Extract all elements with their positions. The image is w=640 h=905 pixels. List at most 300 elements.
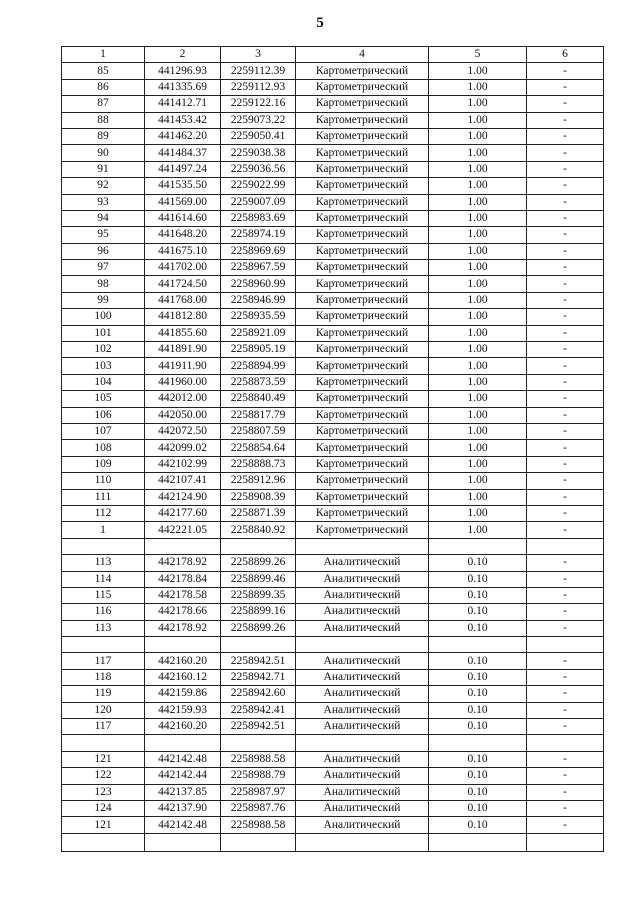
table-cell: 2258967.59 [221, 260, 296, 276]
table-body [62, 63, 604, 851]
table-cell: 442160.20 [145, 653, 221, 669]
table-cell: 2258935.59 [221, 309, 296, 325]
table-cell [429, 538, 527, 554]
table-cell: Аналитический [296, 751, 429, 767]
table-cell: - [527, 653, 604, 669]
table-cell: Аналитический [296, 686, 429, 702]
table-cell: - [527, 325, 604, 341]
table-cell: 442072.50 [145, 423, 221, 439]
table-cell [296, 833, 429, 851]
table-cell: 0.10 [429, 555, 527, 571]
table-cell: 442142.44 [145, 768, 221, 784]
table-row [62, 309, 604, 325]
table-row [62, 423, 604, 439]
table-row [62, 489, 604, 505]
table-cell [429, 637, 527, 653]
table-cell: 2258987.76 [221, 800, 296, 816]
table-cell [429, 833, 527, 851]
table-cell: - [527, 604, 604, 620]
table-cell: Картометрический [296, 407, 429, 423]
table-cell: - [527, 505, 604, 521]
table-cell [429, 735, 527, 751]
table-cell: 2258854.64 [221, 440, 296, 456]
table-cell: 1.00 [429, 145, 527, 161]
table-row [62, 456, 604, 472]
table-cell: - [527, 719, 604, 735]
table-cell: Картометрический [296, 145, 429, 161]
table-cell: 108 [62, 440, 145, 456]
table-cell: 441768.00 [145, 292, 221, 308]
table-cell: 0.10 [429, 784, 527, 800]
header-cell: 4 [296, 47, 429, 63]
table-cell: 0.10 [429, 719, 527, 735]
table-cell: Картометрический [296, 227, 429, 243]
table-cell: Аналитический [296, 587, 429, 603]
table-cell: 90 [62, 145, 145, 161]
table-cell: 100 [62, 309, 145, 325]
table-cell: 2258899.26 [221, 620, 296, 636]
table-cell: 442142.48 [145, 751, 221, 767]
table-cell: 442178.58 [145, 587, 221, 603]
table-cell [296, 637, 429, 653]
table-cell: 86 [62, 79, 145, 95]
table-row [62, 194, 604, 210]
header-cell: 3 [221, 47, 296, 63]
table-cell: - [527, 276, 604, 292]
table-cell: 442142.48 [145, 817, 221, 833]
table-cell: - [527, 489, 604, 505]
table-cell: 103 [62, 358, 145, 374]
table-cell: 442102.99 [145, 456, 221, 472]
header-cell: 2 [145, 47, 221, 63]
table-cell: Картометрический [296, 276, 429, 292]
table-cell [527, 538, 604, 554]
table-cell: 2258888.73 [221, 456, 296, 472]
table-cell: 1.00 [429, 391, 527, 407]
table-row [62, 702, 604, 718]
table-cell: 1.00 [429, 292, 527, 308]
table-cell: - [527, 817, 604, 833]
table-cell: 442221.05 [145, 522, 221, 538]
table-cell [527, 735, 604, 751]
table-cell: Аналитический [296, 719, 429, 735]
table-cell: 2258983.69 [221, 210, 296, 226]
table-cell: 102 [62, 342, 145, 358]
table-cell: Картометрический [296, 79, 429, 95]
table-cell: 1.00 [429, 423, 527, 439]
table-cell: - [527, 260, 604, 276]
table-header [62, 47, 604, 63]
table-cell: 113 [62, 555, 145, 571]
table-cell: - [527, 112, 604, 128]
table-cell: 442124.90 [145, 489, 221, 505]
table-cell: 2258942.71 [221, 669, 296, 685]
table-cell: 441462.20 [145, 128, 221, 144]
table-row [62, 145, 604, 161]
table-cell: 116 [62, 604, 145, 620]
table-row [62, 128, 604, 144]
table-cell: - [527, 145, 604, 161]
table-cell: Аналитический [296, 768, 429, 784]
table-cell: Аналитический [296, 702, 429, 718]
table-cell [221, 735, 296, 751]
table-cell: - [527, 620, 604, 636]
table-row [62, 784, 604, 800]
table-cell: 2259112.39 [221, 63, 296, 79]
table-cell: - [527, 243, 604, 259]
table-row [62, 178, 604, 194]
table-cell: 2258942.41 [221, 702, 296, 718]
table-cell: 0.10 [429, 669, 527, 685]
table-cell: 0.10 [429, 800, 527, 816]
table-cell: - [527, 210, 604, 226]
table-cell: Картометрический [296, 260, 429, 276]
table-cell [296, 735, 429, 751]
blank-separator-row [62, 637, 604, 653]
table-cell: Картометрический [296, 178, 429, 194]
table-cell: 441812.80 [145, 309, 221, 325]
table-cell: 2258908.39 [221, 489, 296, 505]
table-cell: 442137.90 [145, 800, 221, 816]
table-cell: 441648.20 [145, 227, 221, 243]
table-cell: - [527, 79, 604, 95]
table-row [62, 800, 604, 816]
table-cell: 106 [62, 407, 145, 423]
table-cell: 85 [62, 63, 145, 79]
table-cell: 441296.93 [145, 63, 221, 79]
table-cell: - [527, 374, 604, 390]
table-cell: 2259073.22 [221, 112, 296, 128]
table-cell: Картометрический [296, 374, 429, 390]
table-cell: 113 [62, 620, 145, 636]
table-cell: 0.10 [429, 702, 527, 718]
table-cell [145, 833, 221, 851]
table-cell: 121 [62, 751, 145, 767]
table-cell: 98 [62, 276, 145, 292]
table-cell: Картометрический [296, 161, 429, 177]
table-cell [62, 637, 145, 653]
table-cell: 2259050.41 [221, 128, 296, 144]
table-row [62, 407, 604, 423]
table-cell: 104 [62, 374, 145, 390]
table-cell: 2259036.56 [221, 161, 296, 177]
table-row [62, 751, 604, 767]
table-row [62, 473, 604, 489]
table-cell: - [527, 571, 604, 587]
table-cell: Картометрический [296, 456, 429, 472]
table-cell: 2258873.59 [221, 374, 296, 390]
table-row [62, 243, 604, 259]
table-cell: 442159.93 [145, 702, 221, 718]
table-cell: 2258942.60 [221, 686, 296, 702]
table-cell: 2258974.19 [221, 227, 296, 243]
table-cell: 2258905.19 [221, 342, 296, 358]
blank-separator-row [62, 833, 604, 851]
table-cell: - [527, 522, 604, 538]
table-cell: - [527, 227, 604, 243]
table-cell: 2258899.16 [221, 604, 296, 620]
table-row [62, 768, 604, 784]
table-cell: 89 [62, 128, 145, 144]
table-cell: 107 [62, 423, 145, 439]
table-cell: 123 [62, 784, 145, 800]
table-cell: 97 [62, 260, 145, 276]
table-cell: 441412.71 [145, 96, 221, 112]
table-cell: 441497.24 [145, 161, 221, 177]
table-row [62, 522, 604, 538]
table-cell: - [527, 292, 604, 308]
table-cell: 1.00 [429, 63, 527, 79]
table-cell: 1.00 [429, 210, 527, 226]
table-cell: - [527, 178, 604, 194]
table-cell: - [527, 194, 604, 210]
table-cell: 441891.90 [145, 342, 221, 358]
table-cell: 2258946.99 [221, 292, 296, 308]
table-row [62, 161, 604, 177]
table-cell: - [527, 784, 604, 800]
table-cell: - [527, 768, 604, 784]
table-cell [62, 735, 145, 751]
table-cell: 441569.00 [145, 194, 221, 210]
table-row [62, 276, 604, 292]
table-cell: Картометрический [296, 342, 429, 358]
table-cell: Аналитический [296, 817, 429, 833]
table-cell: 1.00 [429, 440, 527, 456]
table-cell: 1.00 [429, 342, 527, 358]
table-cell: 0.10 [429, 571, 527, 587]
table-cell: 120 [62, 702, 145, 718]
table-cell: 1.00 [429, 96, 527, 112]
table-cell: 1.00 [429, 79, 527, 95]
header-cell: 1 [62, 47, 145, 63]
table-cell: 109 [62, 456, 145, 472]
table-cell: 442177.60 [145, 505, 221, 521]
table-cell: Картометрический [296, 489, 429, 505]
table-cell: 442107.41 [145, 473, 221, 489]
table-cell: 124 [62, 800, 145, 816]
table-cell: - [527, 358, 604, 374]
table-row [62, 669, 604, 685]
table-cell: Картометрический [296, 210, 429, 226]
table-cell: 1.00 [429, 456, 527, 472]
table-cell: 2258840.49 [221, 391, 296, 407]
table-cell: 441675.10 [145, 243, 221, 259]
table-cell: 1.00 [429, 374, 527, 390]
table-cell [62, 833, 145, 851]
table-cell: 442160.12 [145, 669, 221, 685]
table-cell: - [527, 686, 604, 702]
table-cell: 94 [62, 210, 145, 226]
table-cell: 115 [62, 587, 145, 603]
table-cell: 1.00 [429, 276, 527, 292]
table-cell: Аналитический [296, 604, 429, 620]
table-cell: 442012.00 [145, 391, 221, 407]
table-cell: 441911.90 [145, 358, 221, 374]
table-cell: 96 [62, 243, 145, 259]
table-row [62, 555, 604, 571]
table-row [62, 227, 604, 243]
header-row [62, 47, 604, 63]
table-cell: - [527, 407, 604, 423]
table-cell: 117 [62, 719, 145, 735]
table-cell: Аналитический [296, 555, 429, 571]
table-row [62, 96, 604, 112]
table-cell: 1.00 [429, 522, 527, 538]
table-cell: 88 [62, 112, 145, 128]
header-cell: 5 [429, 47, 527, 63]
table-cell: 0.10 [429, 686, 527, 702]
table-cell: 0.10 [429, 587, 527, 603]
table-cell: 2259038.38 [221, 145, 296, 161]
table-cell: 441335.69 [145, 79, 221, 95]
table-row [62, 210, 604, 226]
table-cell: - [527, 423, 604, 439]
table-row [62, 292, 604, 308]
table-cell: - [527, 342, 604, 358]
table-cell: 119 [62, 686, 145, 702]
table-cell: 442178.92 [145, 555, 221, 571]
table-cell: 2258969.69 [221, 243, 296, 259]
table-cell: Аналитический [296, 784, 429, 800]
table-cell: 0.10 [429, 768, 527, 784]
table-row [62, 604, 604, 620]
blank-separator-row [62, 538, 604, 554]
table-cell: 2259112.93 [221, 79, 296, 95]
table-cell: Аналитический [296, 653, 429, 669]
table-cell: 442178.84 [145, 571, 221, 587]
table-cell: - [527, 391, 604, 407]
table-cell: 99 [62, 292, 145, 308]
table-cell: - [527, 555, 604, 571]
table-cell: 1.00 [429, 243, 527, 259]
table-cell: 2258988.58 [221, 751, 296, 767]
table-row [62, 620, 604, 636]
table-cell: 2258871.39 [221, 505, 296, 521]
table-cell: 441535.50 [145, 178, 221, 194]
table-cell: 110 [62, 473, 145, 489]
table-row [62, 440, 604, 456]
table-cell: 442159.86 [145, 686, 221, 702]
table-cell: Картометрический [296, 194, 429, 210]
table-cell [221, 538, 296, 554]
table-cell: Картометрический [296, 96, 429, 112]
table-row [62, 63, 604, 79]
table-row [62, 325, 604, 341]
table-row [62, 653, 604, 669]
table-cell: 2258988.58 [221, 817, 296, 833]
table-cell: 1.00 [429, 194, 527, 210]
table-cell: 441960.00 [145, 374, 221, 390]
table-cell: Картометрический [296, 522, 429, 538]
table-cell: Картометрический [296, 473, 429, 489]
table-cell: 2258894.99 [221, 358, 296, 374]
table-cell: Картометрический [296, 391, 429, 407]
table-cell: 1.00 [429, 358, 527, 374]
table-cell: 1.00 [429, 227, 527, 243]
table-cell: 93 [62, 194, 145, 210]
table-cell: Аналитический [296, 620, 429, 636]
table-cell: 2258942.51 [221, 719, 296, 735]
table-cell: 2258987.97 [221, 784, 296, 800]
table-cell: 95 [62, 227, 145, 243]
table-row [62, 571, 604, 587]
table-cell: Картометрический [296, 440, 429, 456]
table-cell: 92 [62, 178, 145, 194]
table-cell: 2258807.59 [221, 423, 296, 439]
table-cell: Картометрический [296, 505, 429, 521]
blank-separator-row [62, 735, 604, 751]
table-cell: - [527, 751, 604, 767]
table-cell: 441855.60 [145, 325, 221, 341]
table-cell: Аналитический [296, 571, 429, 587]
table-cell: 122 [62, 768, 145, 784]
table-cell: 2259022.99 [221, 178, 296, 194]
table-cell [527, 833, 604, 851]
table-cell: 2258899.26 [221, 555, 296, 571]
table-cell: 2258899.35 [221, 587, 296, 603]
table-cell: 2258988.79 [221, 768, 296, 784]
table-cell: Картометрический [296, 292, 429, 308]
table-cell: 441453.42 [145, 112, 221, 128]
table-cell: 87 [62, 96, 145, 112]
table-row [62, 112, 604, 128]
table-cell: Картометрический [296, 243, 429, 259]
table-cell: Картометрический [296, 309, 429, 325]
table-cell [296, 538, 429, 554]
table-cell: 441724.50 [145, 276, 221, 292]
table-cell: 0.10 [429, 751, 527, 767]
table-row [62, 587, 604, 603]
table-cell: 0.10 [429, 653, 527, 669]
table-row [62, 342, 604, 358]
table-cell [221, 833, 296, 851]
table-cell: 441614.60 [145, 210, 221, 226]
table-cell: 0.10 [429, 620, 527, 636]
table-cell: 111 [62, 489, 145, 505]
table-cell: 118 [62, 669, 145, 685]
table-row [62, 817, 604, 833]
coordinates-table [61, 46, 604, 852]
table-cell: Картометрический [296, 63, 429, 79]
table-cell: - [527, 456, 604, 472]
table-cell: - [527, 800, 604, 816]
table-row [62, 505, 604, 521]
table-cell: - [527, 473, 604, 489]
table-cell: Картометрический [296, 358, 429, 374]
table-cell: - [527, 587, 604, 603]
table-row [62, 686, 604, 702]
table-cell [145, 637, 221, 653]
table-cell [145, 735, 221, 751]
table-cell: 1.00 [429, 178, 527, 194]
page-number: 5 [316, 15, 324, 31]
table-cell: Аналитический [296, 669, 429, 685]
table-cell: 1 [62, 522, 145, 538]
table-cell: Картометрический [296, 112, 429, 128]
table-row [62, 374, 604, 390]
table-cell: 1.00 [429, 489, 527, 505]
table-cell: 1.00 [429, 112, 527, 128]
table-cell: 442160.20 [145, 719, 221, 735]
table-cell: 1.00 [429, 309, 527, 325]
table-cell: 91 [62, 161, 145, 177]
table-cell: 1.00 [429, 161, 527, 177]
table-cell: Аналитический [296, 800, 429, 816]
table-cell: 1.00 [429, 128, 527, 144]
table-cell: - [527, 96, 604, 112]
table-cell [221, 637, 296, 653]
table-row [62, 79, 604, 95]
